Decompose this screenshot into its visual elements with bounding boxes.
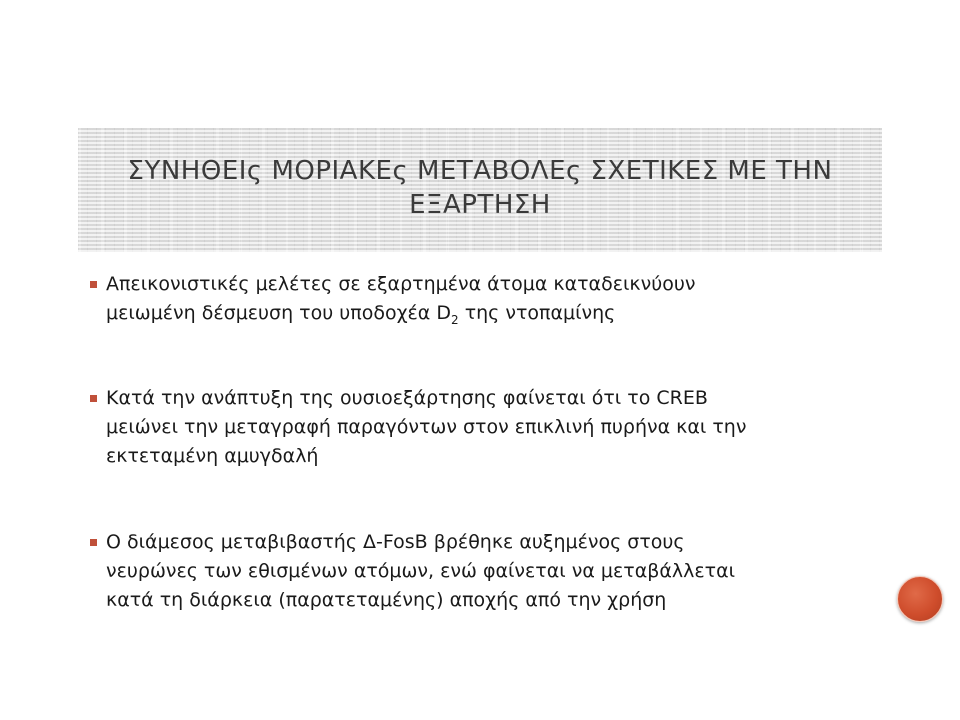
slide-title-line-2: ΕΞΑΡΤΗΣΗ <box>409 190 551 220</box>
bullet-item <box>90 528 896 615</box>
bullet-text: της ντοπαμίνης <box>458 302 616 324</box>
slide-title <box>78 154 882 222</box>
bullet-line: κατά τη διάρκεια (παρατεταμένης) αποχής από την χρήση <box>106 589 667 611</box>
bullet-marker-icon <box>90 281 97 288</box>
bullet-text: μειωμένη δέσμευση του υποδοχέα D <box>106 302 452 324</box>
bullet-line: νευρώνες των εθισμένων ατόμων, ενώ φαίνεται να μεταβάλλεται <box>106 560 736 582</box>
bullet-marker-icon <box>90 395 97 402</box>
title-banner <box>78 128 882 252</box>
subscript: 2 <box>451 312 459 327</box>
bullet-item <box>90 384 896 471</box>
bullet-line: εκτεταμένη αμυγδαλή <box>106 445 319 467</box>
bullet-marker-icon <box>90 539 97 546</box>
slide-nav-button[interactable] <box>897 576 943 622</box>
bullet-line: Ο διάμεσος μεταβιβαστής Δ-FosB βρέθηκε αυξημένος στους <box>106 531 685 553</box>
bullet-line <box>106 299 896 328</box>
bullet-item <box>90 270 896 328</box>
bullet-line: μειώνει την μεταγραφή παραγόντων στον επικλινή πυρήνα και την <box>106 416 747 438</box>
slide-title-line-1: ΣΥΝΗΘΕΙς ΜΟΡΙΑΚΕς ΜΕΤΑΒΟΛΕς ΣΧΕΤΙΚΕΣ ΜΕ ΤΗΝ <box>127 156 833 186</box>
bullet-line: Κατά την ανάπτυξη της ουσιοεξάρτησης φαίνεται ότι το CREB <box>106 387 708 409</box>
bullet-line: Απεικονιστικές μελέτες σε εξαρτημένα άτομα καταδεικνύουν <box>106 273 696 295</box>
